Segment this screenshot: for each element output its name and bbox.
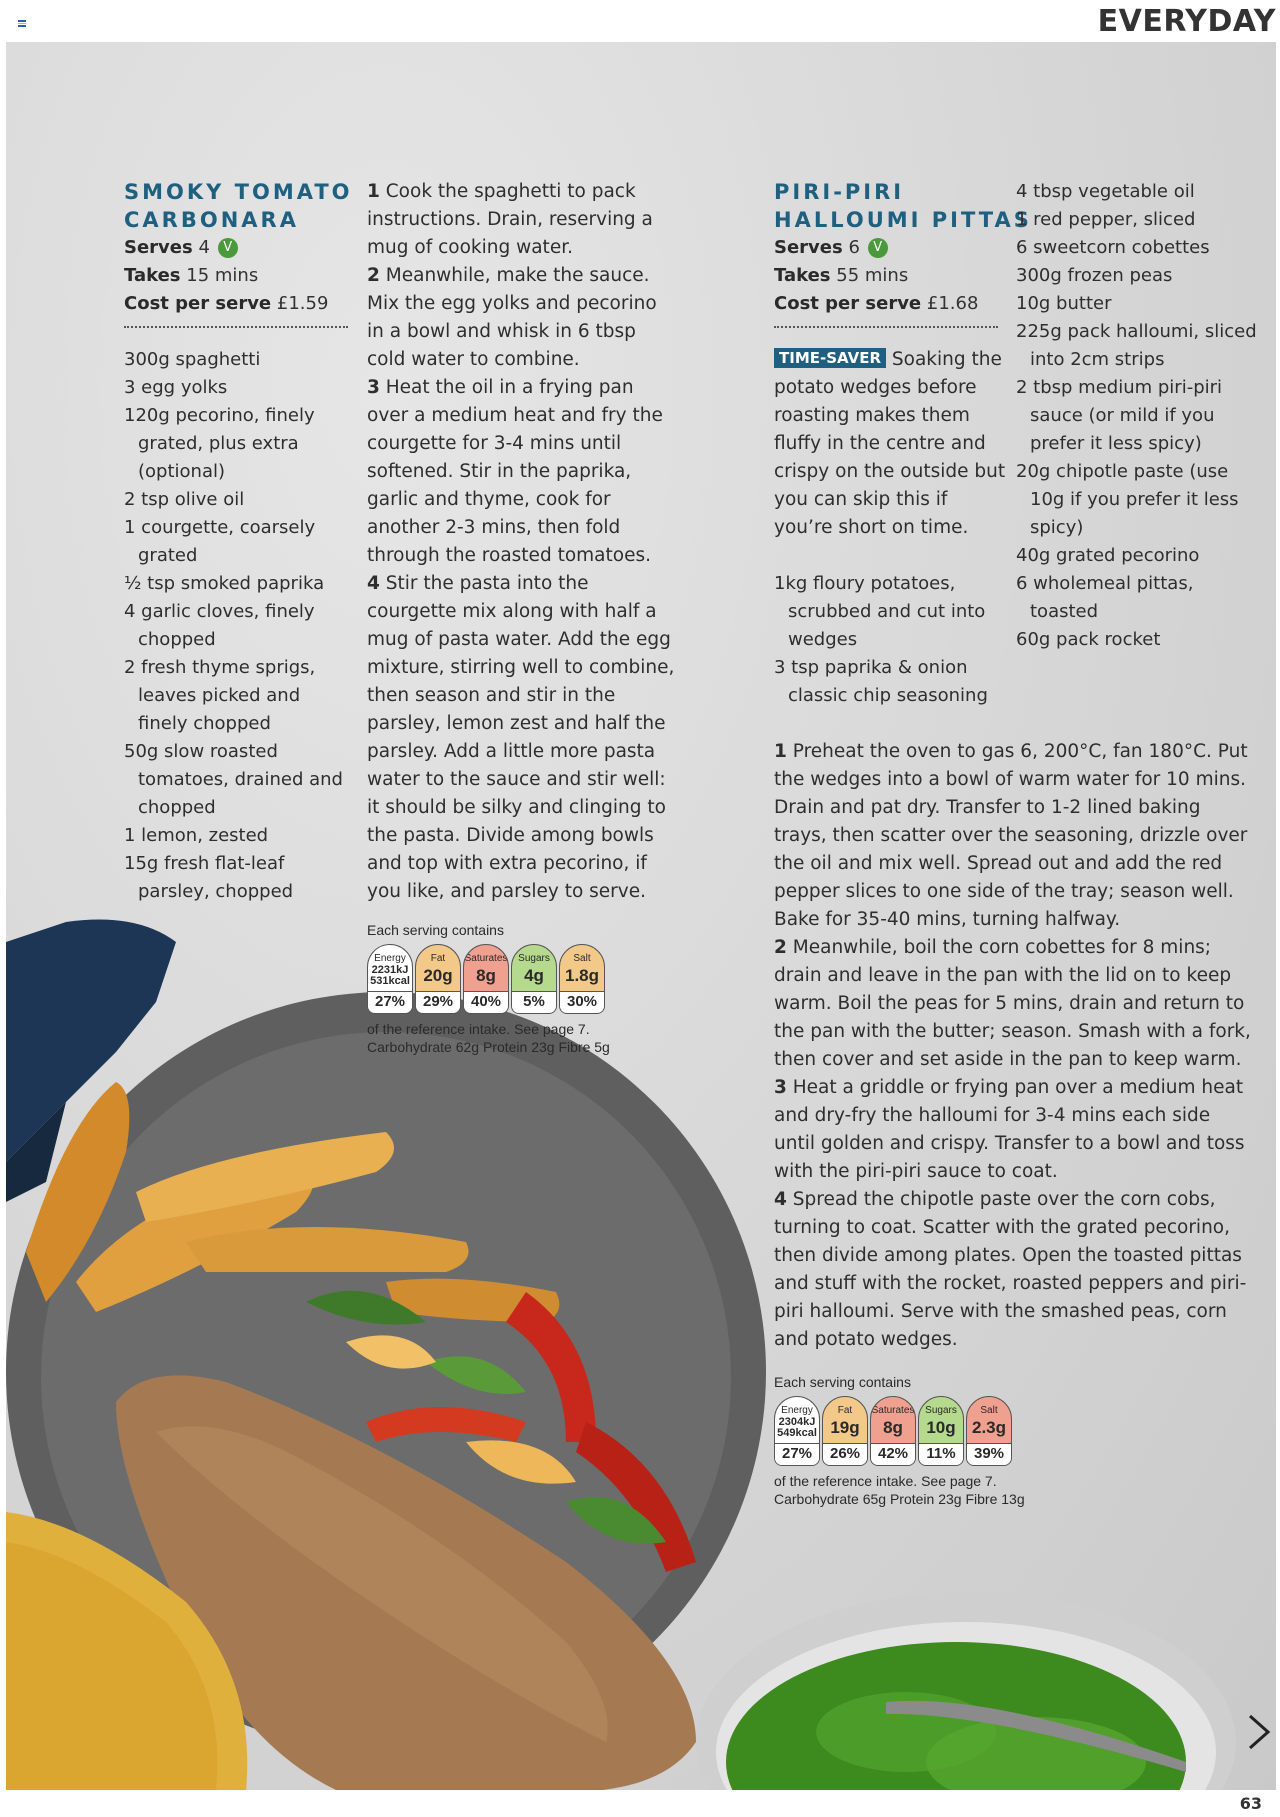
- recipe2-title: [774, 178, 1032, 234]
- energy-box: Energy 2304kJ 549kcal 27%: [774, 1396, 820, 1466]
- recipe2-method: [774, 738, 1254, 1354]
- top-bar: [0, 0, 1280, 40]
- recipe2-ingredients-a: [774, 570, 1006, 710]
- recipe1-title: [124, 178, 353, 234]
- serves-label: Serves: [774, 237, 843, 258]
- menu-icon[interactable]: [18, 20, 26, 26]
- takes-value: 55 mins: [836, 265, 909, 286]
- ingredient: 40g grated pecorino: [1016, 545, 1200, 566]
- method-step: 1 Cook the spaghetti to pack instructions. Drain, reserving a mug of cooking water.: [367, 181, 653, 258]
- takes-label: Takes: [124, 265, 181, 286]
- nutrition-labels: [367, 944, 610, 1014]
- ingredient: 60g pack rocket: [1016, 629, 1161, 650]
- ingredient: 1 red pepper, sliced: [1016, 209, 1196, 230]
- serves-label: Serves: [124, 237, 193, 258]
- ingredient: 2 tbsp medium piri-piri sauce (or mild if you prefer it less spicy): [1016, 377, 1223, 454]
- method-step: 4 Stir the pasta into the courgette mix along with half a mug of pasta water. Add the egg mixture, stirring well to combine, then season and stir in the parsley, lemon zest and half the parsley. Add a little more pasta water to the sauce and stir well: it should be silky and clinging to the pasta. Divide among bowls and top with extra pecorino, if you like, and parsley to serve.: [367, 573, 675, 902]
- divider: [124, 326, 348, 328]
- recipe1-nutrition: [367, 922, 610, 1056]
- time-saver-tip: [774, 346, 1006, 542]
- ingredient: 1 lemon, zested: [124, 825, 269, 846]
- ingredient: 2 tsp olive oil: [124, 489, 245, 510]
- ingredient: 10g butter: [1016, 293, 1112, 314]
- cost-value: £1.68: [926, 293, 979, 314]
- takes-label: Takes: [774, 265, 831, 286]
- recipe1-title-line2: CARBONARA: [124, 208, 299, 232]
- ingredient: 50g slow roasted tomatoes, drained and chopped: [124, 741, 343, 818]
- ingredient: 120g pecorino, finely grated, plus extra (optional): [124, 405, 315, 482]
- ingredient: 2 fresh thyme sprigs, leaves picked and finely chopped: [124, 657, 316, 734]
- ingredient: 1kg floury potatoes, scrubbed and cut into wedges: [774, 573, 986, 650]
- method-step: 3 Heat the oil in a frying pan over a medium heat and fry the courgette for 3-4 mins until softened. Stir in the paprika, garlic and thyme, cook for another 2-3 mins, then fold through the roasted tomatoes.: [367, 377, 663, 566]
- method-step: 1 Preheat the oven to gas 6, 200°C, fan 180°C. Put the wedges into a bowl of warm water for 10 mins. Drain and pat dry. Transfer to 1-2 lined baking trays, then scatter over the seasoning, drizzle over the oil and mix well. Spread out and add the red pepper slices to one side of the tray; season well. Bake for 35-40 mins, turning halfway.: [774, 741, 1248, 930]
- cost-label: Cost per serve: [774, 293, 922, 314]
- recipe1-method: [367, 178, 675, 906]
- cost-label: Cost per serve: [124, 293, 272, 314]
- section-title: EVERYDAY: [1097, 4, 1276, 39]
- sugars-box: Sugars 10g 11%: [918, 1396, 964, 1466]
- serves-value: 4: [198, 237, 210, 258]
- sugars-box: Sugars 4g 5%: [511, 944, 557, 1014]
- ingredient: 3 egg yolks: [124, 377, 228, 398]
- nutrition-labels: [774, 1396, 1025, 1466]
- nutrition-heading: Each serving contains: [367, 922, 504, 938]
- saturates-box: Saturates 8g 42%: [870, 1396, 916, 1466]
- ingredient: 6 wholemeal pittas, toasted: [1016, 573, 1194, 622]
- ingredient: 15g fresh flat-leaf parsley, chopped: [124, 853, 294, 902]
- ingredient: 3 tsp paprika & onion classic chip seasoning: [774, 657, 988, 706]
- recipe2-nutrition: [774, 1374, 1025, 1508]
- recipe1-title-line1: SMOKY TOMATO: [124, 180, 353, 204]
- time-saver-badge: TIME-SAVER: [774, 348, 886, 368]
- recipe1-meta: [124, 234, 328, 318]
- recipe2-meta: [774, 234, 978, 318]
- nutrition-heading: Each serving contains: [774, 1374, 911, 1390]
- divider: [774, 326, 998, 328]
- saturates-box: Saturates 8g 40%: [463, 944, 509, 1014]
- ingredient: 1 courgette, coarsely grated: [124, 517, 316, 566]
- next-page-arrow-icon[interactable]: [1244, 1712, 1274, 1752]
- serves-value: 6: [848, 237, 860, 258]
- fat-box: Fat 19g 26%: [822, 1396, 868, 1466]
- method-step: 2 Meanwhile, boil the corn cobettes for 8 mins; drain and leave in the pan with the lid on to keep warm. Boil the peas for 5 mins, drain and return to the pan with the butter; season. Smash with a fork, then cover and set aside in the pan to keep warm.: [774, 937, 1251, 1070]
- method-step: 2 Meanwhile, make the sauce. Mix the egg yolks and pecorino in a bowl and whisk in 6 tbsp cold water to combine.: [367, 265, 657, 370]
- recipe2-ingredients-b: [1016, 178, 1266, 654]
- recipe1-ingredients: [124, 346, 354, 906]
- page-number: 63: [1239, 1794, 1262, 1813]
- nutrition-footer: of the reference intake. See page 7. Carbohydrate 65g Protein 23g Fibre 13g: [774, 1473, 1025, 1507]
- ingredient: 300g frozen peas: [1016, 265, 1173, 286]
- salt-box: Salt 2.3g 39%: [966, 1396, 1012, 1466]
- ingredient: 225g pack halloumi, sliced into 2cm strips: [1016, 321, 1257, 370]
- recipe2-title-line2: HALLOUMI PITTAS: [774, 208, 1032, 232]
- method-step: 3 Heat a griddle or frying pan over a medium heat and dry-fry the halloumi for 3-4 mins each side until golden and crispy. Transfer to a bowl and toss with the piri-piri sauce to coat.: [774, 1077, 1245, 1182]
- ingredient: 4 garlic cloves, finely chopped: [124, 601, 315, 650]
- tip-text: Soaking the potato wedges before roasting makes them fluffy in the centre and crispy on the outside but you can skip this if you’re short on time.: [774, 349, 1006, 538]
- ingredient: 4 tbsp vegetable oil: [1016, 181, 1195, 202]
- energy-box: Energy 2231kJ 531kcal 27%: [367, 944, 413, 1014]
- ingredient: 20g chipotle paste (use 10g if you prefer it less spicy): [1016, 461, 1239, 538]
- vegetarian-icon: V: [218, 238, 238, 258]
- ingredient: ½ tsp smoked paprika: [124, 573, 325, 594]
- method-step: 4 Spread the chipotle paste over the corn cobs, turning to coat. Scatter with the grated pecorino, then divide among plates. Open the toasted pittas and stuff with the rocket, roasted peppers and piri-piri halloumi. Serve with the smashed peas, corn and potato wedges.: [774, 1189, 1247, 1350]
- takes-value: 15 mins: [186, 265, 259, 286]
- salt-box: Salt 1.8g 30%: [559, 944, 605, 1014]
- recipe2-title-line1: PIRI-PIRI: [774, 180, 905, 204]
- ingredient: 300g spaghetti: [124, 349, 261, 370]
- ingredient: 6 sweetcorn cobettes: [1016, 237, 1210, 258]
- vegetarian-icon: V: [868, 238, 888, 258]
- nutrition-footer: of the reference intake. See page 7. Carbohydrate 62g Protein 23g Fibre 5g: [367, 1021, 610, 1055]
- cost-value: £1.59: [276, 293, 329, 314]
- fat-box: Fat 20g 29%: [415, 944, 461, 1014]
